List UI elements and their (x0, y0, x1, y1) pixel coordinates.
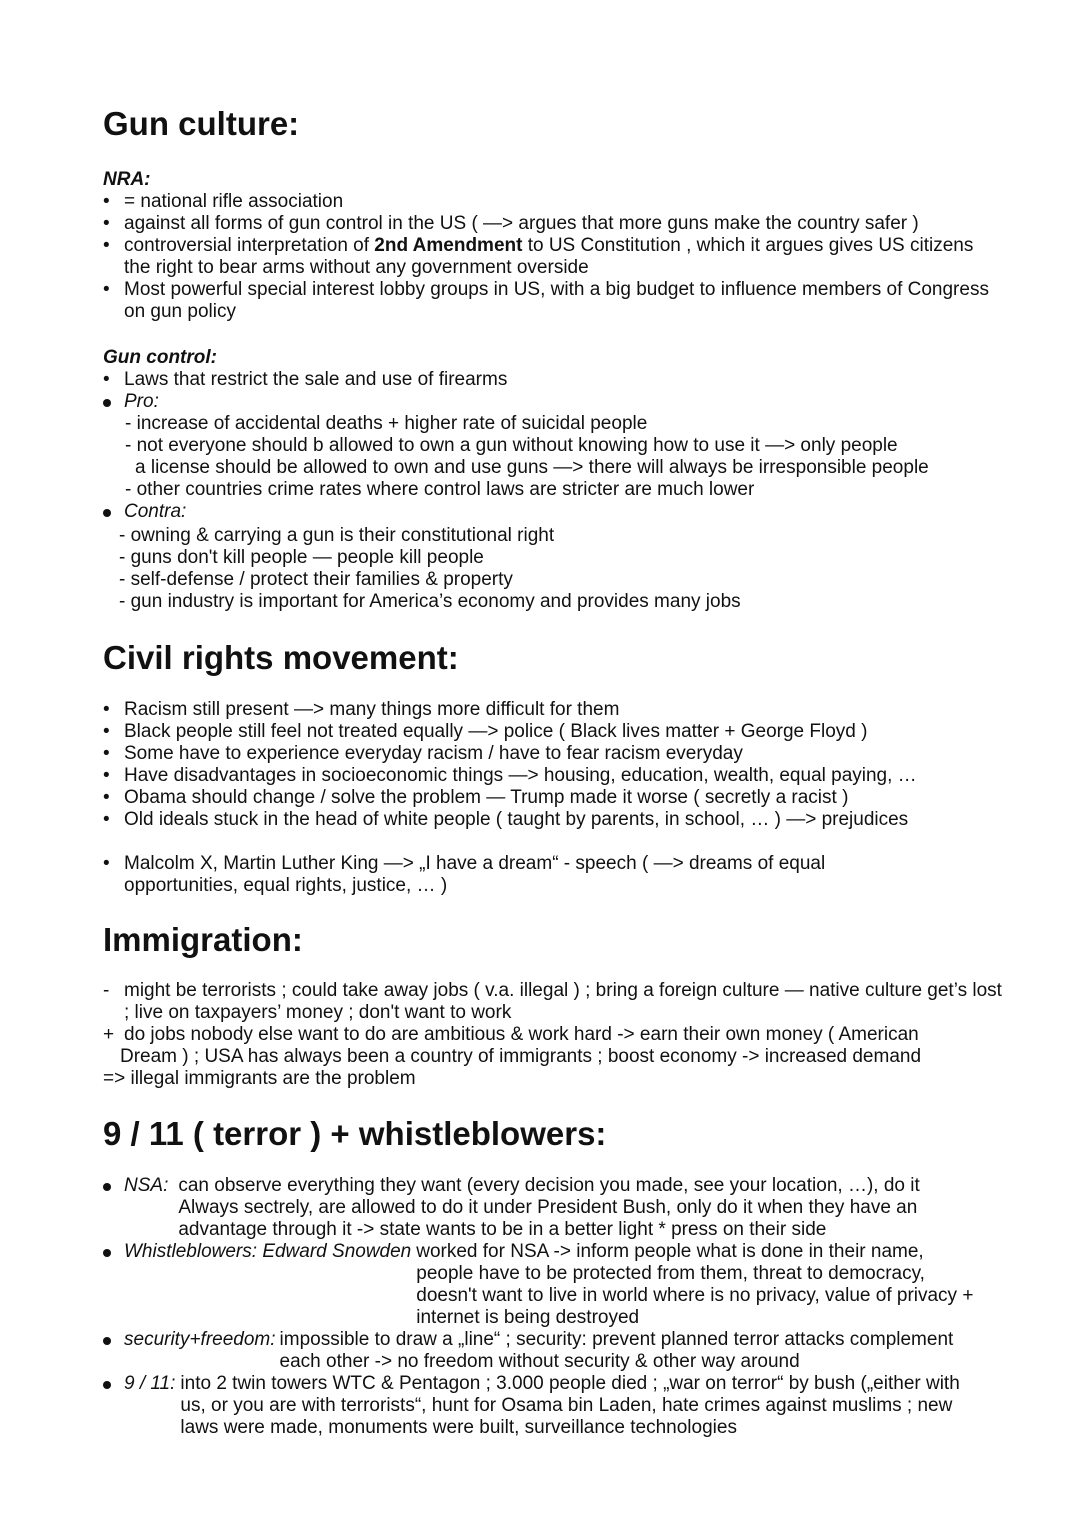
nine-eleven-text: into 2 twin towers WTC & Pentagon ; 3.000 people died ; „war on terror“ by bush („either with us, or you are with terrorists“, hunt for Osama bin Laden, hate crimes against muslims ; new laws were made, monuments were built, surveillance technologies (180, 1373, 960, 1438)
immigration-plus (103, 1024, 1003, 1046)
pro-item: - other countries crime rates where control laws are stricter are much lower (125, 479, 755, 500)
immigration-title: Immigration: (103, 921, 303, 958)
plus-text-1: do jobs nobody else want to do are ambitious & work hard -> earn their own money ( American (124, 1024, 919, 1045)
contra-item: - gun industry is important for America’s economy and provides many jobs (119, 591, 741, 612)
terror-section (103, 1114, 983, 1439)
list-item: • Malcolm X, Martin Luther King —> „I have a dream“ - speech ( —> dreams of equal opportunities, equal rights, justice, … ) (103, 853, 1003, 897)
contra-item: - owning & carrying a gun is their constitutional right (119, 525, 555, 546)
terror-title: 9 / 11 ( terror ) + whistleblowers: (103, 1115, 607, 1152)
minus-mark: - (103, 980, 110, 1001)
amendment-post: to US Constitution , which it argues gives US citizens the right to bear arms without any government overside (124, 235, 974, 278)
list-item: • = national rifle association (103, 191, 1003, 213)
contra-item: - guns don't kill people — people kill people (119, 547, 484, 568)
nsa-label: NSA: (124, 1175, 169, 1196)
terror-list (103, 1175, 983, 1439)
list-item: • Laws that restrict the sale and use of firearms (103, 369, 1003, 391)
list-item: • Some have to experience everyday racism / have to fear racism everyday (103, 743, 1003, 765)
civil-rights-title: Civil rights movement: (103, 639, 459, 676)
pro-item: - increase of accidental deaths + higher rate of suicidal people (125, 413, 648, 434)
pro-label: Pro: (103, 391, 1003, 413)
whistleblowers-label: Whistleblowers: Edward Snowden (124, 1241, 412, 1262)
civil-rights-section (103, 638, 1003, 897)
pro-item: a license should be allowed to own and use guns —> there will always be irresponsible people (135, 457, 929, 478)
nine-eleven-label: 9 / 11: (124, 1373, 176, 1394)
nsa-text: can observe everything they want (every decision you made, see your location, …), do it Always sectrely, are allowed to do it under President Bush, only do it when they have an advantage through it -> state wants to be in a better light * press on their side (178, 1175, 920, 1240)
civil-rights-list (103, 699, 1003, 831)
nra-heading: NRA: (103, 169, 151, 190)
list-item: • Obama should change / solve the problem — Trump made it worse ( secretly a racist ) (103, 787, 1003, 809)
list-item (103, 235, 1003, 279)
list-item (103, 1241, 983, 1329)
list-item (103, 1175, 983, 1241)
gun-control-list (103, 369, 1003, 613)
list-item: • Racism still present —> many things more difficult for them (103, 699, 1003, 721)
gun-culture-title: Gun culture: (103, 105, 300, 142)
gun-culture-section (103, 104, 1003, 613)
nra-list (103, 191, 1003, 323)
list-item: • Old ideals stuck in the head of white people ( taught by parents, in school, … ) —> prejudices (103, 809, 1003, 831)
amendment-pre: controversial interpretation of (124, 235, 375, 256)
minus-text: might be terrorists ; could take away jobs ( v.a. illegal ) ; bring a foreign culture — native culture get’s lost ; live on taxpayers’ money ; don't want to work (124, 980, 1002, 1023)
list-item (103, 1329, 983, 1373)
list-item: • Have disadvantages in socioeconomic things —> housing, education, wealth, equal paying, … (103, 765, 1003, 787)
contra-label: Contra: (103, 501, 1003, 523)
immigration-conclusion: => illegal immigrants are the problem (103, 1068, 416, 1089)
amendment-bold: 2nd Amendment (374, 235, 523, 256)
gun-control-heading: Gun control: (103, 347, 217, 368)
plus-mark: + (103, 1024, 115, 1045)
list-item: • against all forms of gun control in the US ( —> argues that more guns make the country safer ) (103, 213, 1003, 235)
security-freedom-label: security+freedom: (124, 1329, 276, 1350)
pro-item: - not everyone should b allowed to own a gun without knowing how to use it —> only people (125, 435, 898, 456)
immigration-section (103, 920, 1003, 1090)
plus-text-2: Dream ) ; USA has always been a country of immigrants ; boost economy -> increased demand (120, 1046, 922, 1067)
contra-item: - self-defense / protect their families & property (119, 569, 513, 590)
list-item (103, 1373, 983, 1439)
civil-rights-list-2 (103, 853, 1003, 897)
list-item: • Black people still feel not treated equally —> police ( Black lives matter + George Floyd ) (103, 721, 1003, 743)
security-freedom-text: impossible to draw a „line“ ; security: prevent planned terror attacks complement each other -> no freedom without security & other way around (279, 1329, 954, 1372)
whistleblowers-text: worked for NSA -> inform people what is done in their name, people have to be protected from them, threat to democracy, doesn't want to live in world where is no privacy, value of privacy + internet is being destroyed (416, 1241, 974, 1328)
immigration-minus (103, 980, 1003, 1024)
list-item: • Most powerful special interest lobby groups in US, with a big budget to influence members of Congress on gun policy (103, 279, 1003, 323)
